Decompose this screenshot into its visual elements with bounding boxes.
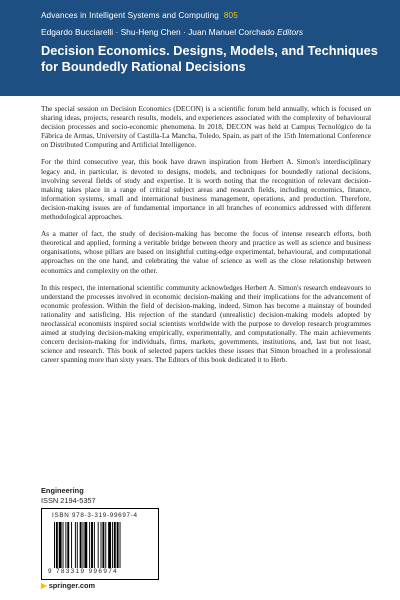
cover-header bbox=[0, 0, 400, 96]
arrow-icon: ▶ bbox=[41, 581, 47, 590]
blurb-paragraph: In this respect, the international scientific community acknowledges Herbert A. Simon's research endeavours to understand the processes involved in economic decision-making and their implications for the advancement of economic profession. Within the field of decision-making, indeed, Simon has become a mainstay of bounded rationality and satisficing. His rejection of the standard (unrealistic) decision-making models adopted by neoclassical economists inspired social scientists worldwide with the purpose to develop research programmes aimed at studying decision-making empirically, experimentally, and computationally. The main achievements concern decision-making for individuals, firms, markets, governments, institutions, and, last but not least, science and research. This book of selected papers tackles these issues that Simon broached in a professional career spanning more than sixty years. The Editors of this book dedicated it to Herb. bbox=[41, 282, 371, 365]
barcode-box bbox=[41, 508, 159, 580]
book-title: Decision Economics. Designs, Models, and Techniques for Boundedly Rational Decisions bbox=[41, 43, 378, 74]
website-text: springer.com bbox=[48, 581, 96, 590]
issn: ISSN 2194-5357 bbox=[41, 495, 96, 505]
volume-number: 805 bbox=[223, 11, 238, 20]
subject-block bbox=[41, 486, 96, 505]
barcode-number: 9 783319 996974 bbox=[48, 568, 119, 575]
isbn-label: ISBN 978-3-319-99697-4 bbox=[52, 512, 138, 519]
editors-tag: Editors bbox=[277, 27, 304, 37]
blurb-paragraph: The special session on Decision Economics (DECON) is a scientific forum held annually, which is focused on sharing ideas, projects, research results, models, and experiences associated with the complexity of behavioural decision processes and socio-economic phenomena. In 2018, DECON was held at Campus Tecnológico de la Fábrica de Armas, University of Castilla-La Mancha, Toledo, Spain, as part of the 15th International Conference on Distributed Computing and Artificial Intelligence. bbox=[41, 104, 371, 150]
publisher-website[interactable] bbox=[41, 581, 95, 590]
subject-name: Engineering bbox=[41, 486, 84, 495]
editors-line bbox=[41, 27, 303, 37]
series-line bbox=[41, 11, 238, 20]
editor-names: Edgardo Bucciarelli · Shu-Heng Chen · Juan Manuel Corchado bbox=[41, 27, 275, 37]
back-cover-blurb bbox=[41, 104, 371, 372]
blurb-paragraph: As a matter of fact, the study of decision-making has become the focus of intense research efforts, both theoretical and applied, forming a veritable bridge between theory and practice as well as science and business organisations, whose pillars are based on insightful cutting-edge experimental, behavioural, and computational approaches on the one hand, and celebrating the value of science as well as the close relationship between economics and complexity on the other. bbox=[41, 229, 371, 275]
series-name: Advances in Intelligent Systems and Computing bbox=[41, 11, 219, 20]
barcode-image bbox=[54, 522, 146, 568]
blurb-paragraph: For the third consecutive year, this book have drawn inspiration from Herbert A. Simon's interdisciplinary legacy and, in particular, is devoted to designs, models, and techniques for boundedly rational decisions, involving several fields of study and expertise. It is worth noting that the recognition of relevant decision-making takes place in a range of critical subject areas and research fields, including economics, finance, information systems, small and international business management, operations, and production. Therefore, decision-making issues are of fundamental importance in all branches of economics addressed with different methodological approaches. bbox=[41, 157, 371, 222]
